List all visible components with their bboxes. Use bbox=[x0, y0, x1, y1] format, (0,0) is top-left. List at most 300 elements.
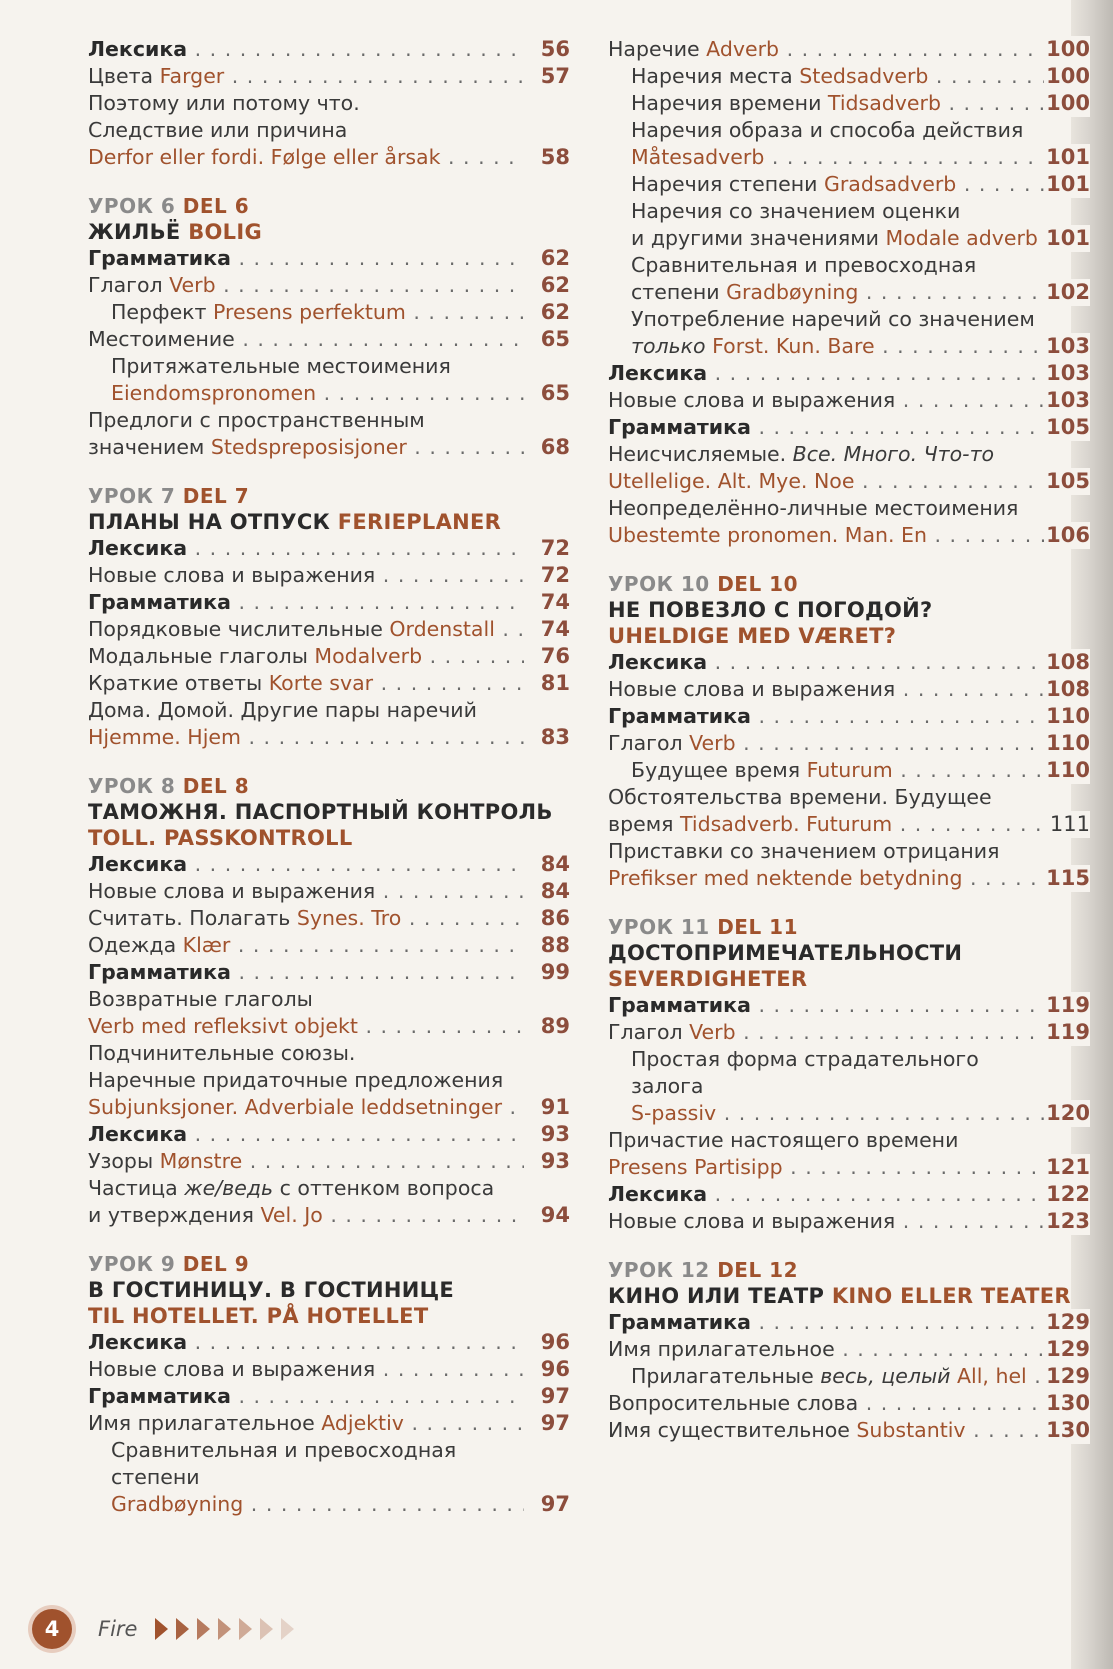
page-number: 108 bbox=[1046, 650, 1090, 674]
page-number: 111 bbox=[1046, 811, 1090, 838]
toc-entry-text bbox=[608, 1019, 1090, 1046]
toc-entry bbox=[88, 36, 570, 63]
norwegian-term: Forst. Kun. Bare bbox=[712, 334, 875, 358]
unit-title-russian: ДОСТОПРИМЕЧАТЕЛЬНОСТИ bbox=[608, 941, 963, 965]
toc-entry-text bbox=[88, 616, 570, 643]
toc-text: Глагол bbox=[608, 1020, 690, 1044]
toc-text: Порядковые числительные bbox=[88, 617, 390, 641]
toc-entry-line bbox=[631, 225, 1044, 252]
toc-text: Узоры bbox=[88, 1149, 160, 1173]
page-number: 122 bbox=[1046, 1182, 1090, 1206]
toc-entry-line bbox=[631, 1100, 1044, 1127]
page-number: 93 bbox=[526, 1148, 570, 1175]
norwegian-term: Futurum bbox=[806, 758, 893, 782]
toc-text: Считать. Полагать bbox=[88, 906, 297, 930]
toc-entry bbox=[88, 1121, 570, 1148]
toc-entry-text bbox=[88, 851, 570, 878]
unit-title bbox=[88, 799, 570, 825]
toc-entry bbox=[608, 36, 1090, 63]
toc-entry-text bbox=[631, 252, 1090, 306]
unit-title-russian: ПЛАНЫ НА ОТПУСК bbox=[88, 510, 331, 534]
toc-entry-text bbox=[88, 36, 570, 63]
toc-entry bbox=[88, 1040, 570, 1121]
unit-header bbox=[608, 1257, 1090, 1283]
toc-entry bbox=[608, 703, 1090, 730]
toc-entry-line bbox=[608, 1390, 1044, 1417]
page-number: 123 bbox=[1046, 1209, 1090, 1233]
page-number: 84 bbox=[526, 851, 570, 878]
toc-entry-line: Обстоятельства времени. Будущее bbox=[608, 785, 992, 809]
toc-entry bbox=[88, 986, 570, 1040]
page-number-badge: 4 bbox=[32, 1609, 72, 1649]
page-number: 97 bbox=[526, 1410, 570, 1437]
toc-entry-line bbox=[631, 90, 1044, 117]
page-number: 129 bbox=[1046, 1337, 1090, 1361]
toc-text: Неисчисляемые. bbox=[608, 442, 793, 466]
toc-entry-line bbox=[88, 670, 524, 697]
norwegian-term: Måtesadverb bbox=[631, 145, 765, 169]
toc-entry-text bbox=[111, 1437, 570, 1518]
toc-entry-text bbox=[111, 299, 570, 326]
section-heading: Лексика bbox=[608, 1182, 708, 1206]
toc-text: Краткие ответы bbox=[88, 671, 269, 695]
toc-entry-line bbox=[608, 676, 1044, 703]
toc-text: Новые слова и выражения bbox=[608, 388, 896, 412]
unit-title-russian: ТАМОЖНЯ. ПАСПОРТНЫЙ КОНТРОЛЬ bbox=[88, 800, 553, 824]
toc-text: Наречия степени bbox=[631, 172, 824, 196]
toc-entry-text bbox=[88, 1329, 570, 1356]
page-number: 76 bbox=[526, 643, 570, 670]
toc-entry bbox=[88, 1175, 570, 1229]
unit-title-norwegian: KINO ELLER TEATER bbox=[831, 1284, 1071, 1308]
toc-entry-text bbox=[88, 959, 570, 986]
unit-number-norwegian: DEL 7 bbox=[182, 484, 250, 508]
arrow-icon bbox=[176, 1618, 189, 1640]
toc-entry bbox=[88, 905, 570, 932]
toc-entry bbox=[631, 63, 1090, 90]
toc-entry-line: Дома. Домой. Другие пары наречий bbox=[88, 698, 477, 722]
toc-entry-line: Причастие настоящего времени bbox=[608, 1128, 959, 1152]
page-number: 119 bbox=[1046, 1020, 1090, 1044]
page-number: 93 bbox=[526, 1121, 570, 1148]
toc-entry-line bbox=[631, 279, 1044, 306]
toc-entry-line bbox=[608, 387, 1044, 414]
toc-entry bbox=[88, 643, 570, 670]
arrow-icon bbox=[239, 1618, 252, 1640]
norwegian-term: Ubestemte pronomen. Man. En bbox=[608, 523, 927, 547]
unit-number-norwegian: DEL 10 bbox=[717, 572, 799, 596]
unit-title-norwegian: BOLIG bbox=[188, 220, 262, 244]
arrow-icon bbox=[218, 1618, 231, 1640]
page-number: 72 bbox=[526, 562, 570, 589]
unit-number: УРОК 10 bbox=[608, 572, 710, 596]
toc-entry bbox=[608, 1390, 1090, 1417]
toc-entry-line bbox=[88, 851, 524, 878]
section-heading: Лексика bbox=[88, 536, 188, 560]
toc-text: Новые слова и выражения bbox=[88, 1357, 376, 1381]
page-number: 110 bbox=[1046, 704, 1090, 728]
toc-entry bbox=[631, 171, 1090, 198]
page-number: 119 bbox=[1046, 993, 1090, 1017]
norwegian-term: Gradsadverb bbox=[823, 172, 957, 196]
page-number: 129 bbox=[1046, 1364, 1090, 1388]
unit-title-norwegian: TIL HOTELLET. PÅ HOTELLET bbox=[88, 1304, 429, 1328]
page-number: 96 bbox=[526, 1329, 570, 1356]
unit-title-norwegian: FERIEPLANER bbox=[337, 510, 502, 534]
toc-entry-line bbox=[88, 959, 524, 986]
toc-entry-line bbox=[88, 562, 524, 589]
toc-entry-line bbox=[631, 1363, 1044, 1390]
toc-text: Частица bbox=[88, 1176, 185, 1200]
toc-entry-text bbox=[88, 1040, 570, 1121]
toc-entry-text bbox=[88, 589, 570, 616]
toc-entry-line bbox=[608, 1181, 1044, 1208]
toc-text: Прилагательные bbox=[631, 1364, 821, 1388]
toc-entry-line bbox=[88, 1202, 524, 1229]
unit-title-norwegian-line bbox=[608, 966, 1090, 992]
section-heading: Грамматика bbox=[88, 960, 231, 984]
page-number: 74 bbox=[526, 589, 570, 616]
toc-entry-line bbox=[631, 333, 1044, 360]
unit-title bbox=[608, 597, 1090, 623]
norwegian-term: Hjemme. Hjem bbox=[88, 725, 241, 749]
toc-entry bbox=[608, 360, 1090, 387]
toc-text: и другими значениями bbox=[631, 226, 886, 250]
toc-entry bbox=[608, 441, 1090, 495]
toc-entry-text bbox=[608, 1336, 1090, 1363]
toc-entry-line bbox=[88, 1410, 524, 1437]
toc-entry bbox=[88, 90, 570, 171]
toc-entry-line bbox=[608, 414, 1044, 441]
toc-entry bbox=[631, 1363, 1090, 1390]
toc-entry-line: Возвратные глаголы bbox=[88, 987, 313, 1011]
toc-entry bbox=[88, 245, 570, 272]
toc-entry-line bbox=[608, 865, 1044, 892]
toc-entry bbox=[88, 535, 570, 562]
arrow-icon bbox=[155, 1618, 168, 1640]
page-number-word: Fire bbox=[98, 1617, 138, 1641]
page-number: 65 bbox=[526, 326, 570, 353]
toc-entry-text bbox=[608, 730, 1090, 757]
toc-entry-line bbox=[88, 535, 524, 562]
page-number: 108 bbox=[1046, 677, 1090, 701]
toc-entry-line: Наречия со значением оценки bbox=[631, 199, 961, 223]
norwegian-term: S-passiv bbox=[631, 1101, 717, 1125]
toc-entry-text bbox=[608, 414, 1090, 441]
toc-entry-line bbox=[608, 649, 1044, 676]
norwegian-term: Stedspreposisjoner bbox=[210, 435, 407, 459]
toc-entry-line: Притяжательные местоимения bbox=[111, 354, 451, 378]
unit-header bbox=[88, 483, 570, 509]
toc-entry-line: Следствие или причина bbox=[88, 118, 348, 142]
toc-entry-text bbox=[631, 198, 1090, 252]
toc-entry-line bbox=[88, 144, 524, 171]
toc-entry bbox=[88, 326, 570, 353]
norwegian-term: Verb bbox=[689, 731, 736, 755]
unit-title bbox=[608, 1283, 1090, 1309]
toc-entry-line: Неопределённо-личные местоимения bbox=[608, 496, 1019, 520]
toc-entry-text bbox=[88, 697, 570, 751]
toc-entry bbox=[88, 1410, 570, 1437]
page-number: 97 bbox=[526, 1383, 570, 1410]
toc-entry bbox=[88, 407, 570, 461]
page-number: 89 bbox=[526, 1013, 570, 1040]
page-number: 100 bbox=[1046, 37, 1090, 61]
page-number: 57 bbox=[526, 63, 570, 90]
toc-entry bbox=[608, 495, 1090, 549]
toc-entry bbox=[88, 1148, 570, 1175]
toc-text: Наречия места bbox=[631, 64, 800, 88]
toc-entry-line bbox=[608, 1019, 1044, 1046]
toc-text: и утверждения bbox=[88, 1203, 261, 1227]
toc-entry bbox=[608, 676, 1090, 703]
section-heading: Грамматика bbox=[608, 704, 751, 728]
page-number: 91 bbox=[526, 1094, 570, 1121]
toc-entry-text bbox=[88, 272, 570, 299]
arrow-icon bbox=[260, 1618, 273, 1640]
norwegian-term: Derfor eller fordi. Følge eller årsak bbox=[88, 145, 441, 169]
toc-entry-text bbox=[631, 63, 1090, 90]
toc-entry-text bbox=[88, 905, 570, 932]
toc-entry-line bbox=[608, 1336, 1044, 1363]
toc-entry-line bbox=[608, 730, 1044, 757]
toc-entry-line bbox=[88, 326, 524, 353]
section-heading: Грамматика bbox=[608, 993, 751, 1017]
toc-text: Имя прилагательное bbox=[88, 1411, 322, 1435]
toc-entry bbox=[88, 959, 570, 986]
toc-text: Новые слова и выражения bbox=[88, 563, 376, 587]
toc-entry-text bbox=[608, 1390, 1090, 1417]
toc-text: степени bbox=[631, 280, 727, 304]
toc-entry-text bbox=[608, 1309, 1090, 1336]
page-number: 130 bbox=[1046, 1391, 1090, 1415]
toc-entry-line bbox=[88, 724, 524, 751]
toc-entry-text bbox=[608, 36, 1090, 63]
unit-title bbox=[88, 509, 570, 535]
norwegian-term: Farger bbox=[159, 64, 225, 88]
toc-entry-line bbox=[88, 36, 524, 63]
page-number: 129 bbox=[1046, 1310, 1090, 1334]
page-number: 99 bbox=[526, 959, 570, 986]
norwegian-term: Utellelige. Alt. Mye. Noe bbox=[608, 469, 855, 493]
unit-number-norwegian: DEL 8 bbox=[182, 774, 250, 798]
toc-entry-text bbox=[608, 1181, 1090, 1208]
unit-header bbox=[88, 773, 570, 799]
toc-entry bbox=[608, 1181, 1090, 1208]
toc-entry-text bbox=[608, 441, 1090, 495]
page-number: 103 bbox=[1046, 388, 1090, 412]
norwegian-term: Modalverb bbox=[314, 644, 423, 668]
norwegian-term: Tidsadverb bbox=[827, 91, 941, 115]
page-number: 100 bbox=[1046, 64, 1090, 88]
page-number: 81 bbox=[526, 670, 570, 697]
toc-entry-line bbox=[88, 245, 524, 272]
toc-entry-text bbox=[88, 1383, 570, 1410]
page-number: 101 bbox=[1046, 145, 1090, 169]
toc-text: Имя прилагательное bbox=[608, 1337, 835, 1361]
toc-entry bbox=[88, 670, 570, 697]
toc-entry-line bbox=[88, 878, 524, 905]
norwegian-term: Presens Partisipp bbox=[608, 1155, 783, 1179]
toc-entry-line bbox=[631, 171, 1044, 198]
norwegian-term: Presens perfektum bbox=[213, 300, 406, 324]
toc-text: Имя существительное bbox=[608, 1418, 857, 1442]
toc-entry-line: Приставки со значением отрицания bbox=[608, 839, 1000, 863]
toc-entry-text bbox=[111, 353, 570, 407]
section-heading: Лексика bbox=[88, 37, 188, 61]
arrow-icon bbox=[197, 1618, 210, 1640]
toc-entry-line bbox=[608, 468, 1044, 495]
toc-entry-text bbox=[608, 992, 1090, 1019]
toc-entry-line bbox=[88, 589, 524, 616]
toc-entry bbox=[631, 117, 1090, 171]
unit-header bbox=[88, 193, 570, 219]
page-number: 120 bbox=[1046, 1101, 1090, 1125]
toc-entry-text bbox=[88, 1148, 570, 1175]
unit-number-norwegian: DEL 9 bbox=[182, 1252, 250, 1276]
page-number: 65 bbox=[526, 380, 570, 407]
toc-text: Модальные глаголы bbox=[88, 644, 315, 668]
toc-entry-text bbox=[608, 676, 1090, 703]
norwegian-term: Stedsadverb bbox=[799, 64, 929, 88]
norwegian-term: Modale adverb bbox=[885, 226, 1038, 250]
toc-entry bbox=[608, 992, 1090, 1019]
toc-entry-text bbox=[88, 643, 570, 670]
page-number: 72 bbox=[526, 535, 570, 562]
page-number: 94 bbox=[526, 1202, 570, 1229]
norwegian-term: Verb bbox=[169, 273, 216, 297]
toc-entry-line bbox=[88, 1356, 524, 1383]
norwegian-term: Gradbøyning bbox=[111, 1492, 244, 1516]
toc-entry bbox=[111, 299, 570, 326]
toc-text: Вопросительные слова bbox=[608, 1391, 859, 1415]
toc-entry-line: Наречные придаточные предложения bbox=[88, 1068, 504, 1092]
page-number: 62 bbox=[526, 272, 570, 299]
toc-entry-line: Простая форма страдательного залога bbox=[631, 1047, 979, 1098]
toc-entry-line bbox=[608, 811, 1044, 838]
page-number: 103 bbox=[1046, 334, 1090, 358]
toc-entry-line bbox=[608, 1417, 1044, 1444]
section-heading: Лексика bbox=[88, 1122, 188, 1146]
toc-text: Глагол bbox=[88, 273, 170, 297]
arrow-icon bbox=[281, 1618, 294, 1640]
toc-text: время bbox=[608, 812, 681, 836]
toc-entry bbox=[631, 252, 1090, 306]
toc-entry-line bbox=[88, 434, 524, 461]
toc-entry-line bbox=[608, 1154, 1044, 1181]
toc-entry-line bbox=[608, 360, 1044, 387]
page-number: 74 bbox=[526, 616, 570, 643]
toc-entry bbox=[608, 1208, 1090, 1235]
toc-entry-line: Поэтому или потому что. bbox=[88, 91, 360, 115]
toc-entry-text bbox=[608, 784, 1090, 838]
toc-text: Местоимение bbox=[88, 327, 235, 351]
page-number: 88 bbox=[526, 932, 570, 959]
section-heading: Грамматика bbox=[88, 1384, 231, 1408]
unit-header bbox=[608, 571, 1090, 597]
toc-entry-line bbox=[88, 643, 524, 670]
toc-text: Будущее время bbox=[631, 758, 807, 782]
unit-number-norwegian: DEL 11 bbox=[717, 915, 799, 939]
norwegian-term: Adverb bbox=[706, 37, 780, 61]
toc-entry-text bbox=[608, 703, 1090, 730]
toc-entry bbox=[88, 851, 570, 878]
toc-entry-text bbox=[608, 495, 1090, 549]
toc-entry-text bbox=[88, 562, 570, 589]
toc-entry-line bbox=[88, 272, 524, 299]
toc-entry bbox=[88, 1383, 570, 1410]
toc-entry-text bbox=[608, 838, 1090, 892]
toc-entry bbox=[631, 757, 1090, 784]
toc-entry-text bbox=[631, 306, 1090, 360]
toc-entry-line bbox=[88, 905, 524, 932]
norwegian-term: Tidsadverb. Futurum bbox=[680, 812, 893, 836]
page-number: 105 bbox=[1046, 415, 1090, 439]
toc-entry-text bbox=[608, 360, 1090, 387]
toc-italic-text: Все. Много. Что-то bbox=[792, 442, 995, 466]
toc-entry-text bbox=[631, 117, 1090, 171]
section-heading: Грамматика bbox=[88, 246, 231, 270]
toc-entry-text bbox=[631, 171, 1090, 198]
page-number: 56 bbox=[526, 36, 570, 63]
toc-entry bbox=[88, 697, 570, 751]
toc-column-right bbox=[608, 36, 1090, 1444]
toc-entry bbox=[631, 198, 1090, 252]
toc-entry bbox=[608, 1019, 1090, 1046]
toc-entry bbox=[608, 649, 1090, 676]
toc-italic-text: же/ведь bbox=[184, 1176, 274, 1200]
toc-entry bbox=[111, 1437, 570, 1518]
toc-italic-text: только bbox=[631, 334, 706, 358]
toc-entry bbox=[631, 1046, 1090, 1127]
toc-entry-line bbox=[631, 63, 1044, 90]
toc-entry bbox=[88, 1356, 570, 1383]
toc-entry bbox=[111, 353, 570, 407]
toc-entry bbox=[88, 616, 570, 643]
norwegian-term: Synes. Tro bbox=[296, 906, 402, 930]
unit-number: УРОК 9 bbox=[88, 1252, 176, 1276]
unit-title bbox=[608, 940, 1090, 966]
toc-entry-text bbox=[608, 1417, 1090, 1444]
toc-text: значением bbox=[88, 435, 211, 459]
norwegian-term: Prefikser med nektende betydning bbox=[608, 866, 963, 890]
toc-entry-line bbox=[608, 1208, 1044, 1235]
toc-entry bbox=[88, 932, 570, 959]
page-footer bbox=[32, 1604, 302, 1654]
toc-text: Новые слова и выражения bbox=[608, 1209, 896, 1233]
norwegian-term: All, hel bbox=[950, 1364, 1027, 1388]
toc-entry bbox=[88, 589, 570, 616]
page-number: 115 bbox=[1046, 866, 1090, 890]
toc-text: Одежда bbox=[88, 933, 183, 957]
toc-entry bbox=[88, 272, 570, 299]
toc-entry-line bbox=[88, 616, 524, 643]
toc-entry bbox=[88, 63, 570, 90]
unit-title-russian: В ГОСТИНИЦУ. В ГОСТИНИЦЕ bbox=[88, 1278, 455, 1302]
toc-entry-line: Наречия образа и способа действия bbox=[631, 118, 1024, 142]
toc-text: Новые слова и выражения bbox=[88, 879, 376, 903]
toc-entry-text bbox=[631, 90, 1090, 117]
unit-title bbox=[88, 219, 570, 245]
toc-entry-line bbox=[111, 1491, 524, 1518]
norwegian-term: Mønstre bbox=[159, 1149, 243, 1173]
page-number: 96 bbox=[526, 1356, 570, 1383]
norwegian-term: Korte svar bbox=[268, 671, 374, 695]
toc-entry bbox=[88, 878, 570, 905]
unit-title-russian: НЕ ПОВЕЗЛО С ПОГОДОЙ? bbox=[608, 598, 933, 622]
toc-entry-line: Предлоги с пространственным bbox=[88, 408, 425, 432]
toc-entry-line bbox=[88, 1329, 524, 1356]
